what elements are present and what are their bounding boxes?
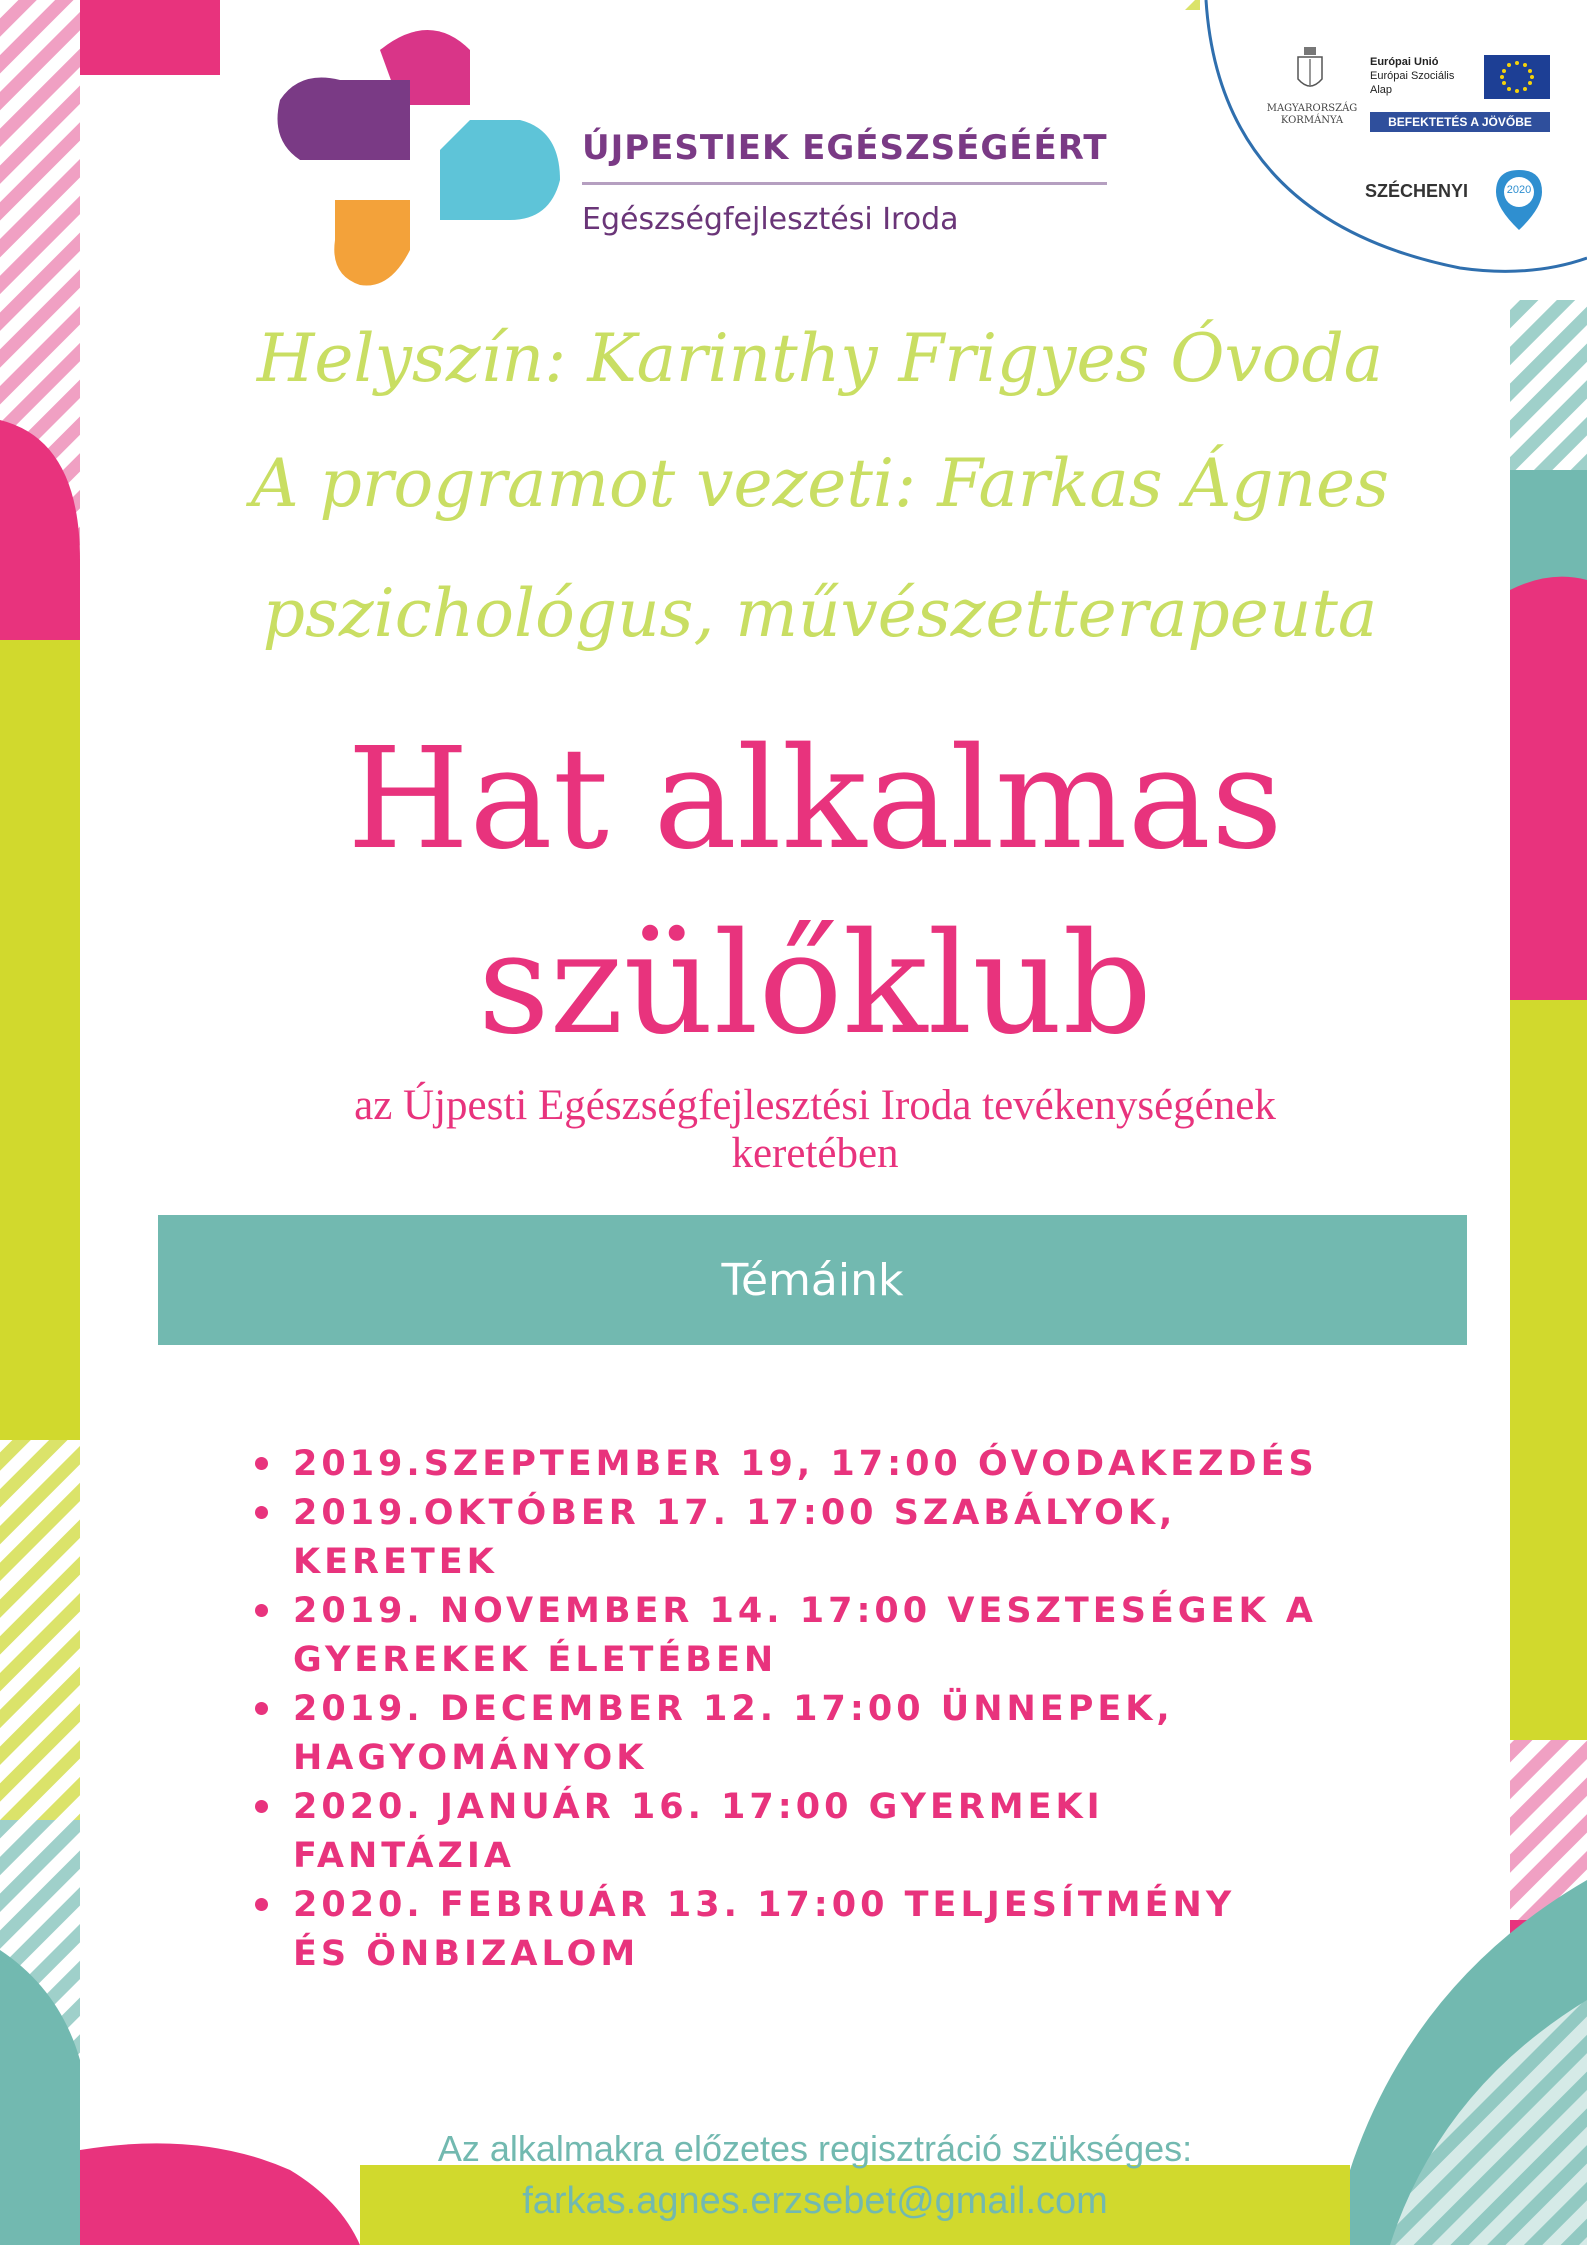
szechenyi-label: SZÉCHENYI xyxy=(1365,181,1469,201)
bullet-icon xyxy=(255,1457,268,1470)
ujpestiek-logo xyxy=(270,10,1130,295)
main-title-line-1: Hat alkalmas xyxy=(347,718,1283,881)
logo-subtitle: Egészségfejlesztési Iroda xyxy=(582,202,959,237)
eu-flag-icon xyxy=(1484,55,1550,99)
bullet-icon xyxy=(255,1604,268,1617)
topics-list xyxy=(255,1440,1415,1979)
bullet-icon xyxy=(255,1506,268,1519)
leader-line-2: pszichológus, művészetterapeuta xyxy=(262,575,1378,652)
leader-line-1: A programot vezeti: Farkas Ágnes xyxy=(251,445,1389,522)
topic-item: 2019. DECEMBER 12. 17:00 ÜNNEPEK, HAGYOMÁNYOK xyxy=(255,1685,1415,1783)
eu-line-3: Alap xyxy=(1370,84,1393,96)
eu-line-1: Európai Unió xyxy=(1370,56,1439,68)
main-title-line-2: szülőklub xyxy=(477,903,1153,1066)
topic-item: 2020. FEBRUÁR 13. 17:00 TELJESÍTMÉNY ÉS ÖNBIZALOM xyxy=(255,1881,1415,1979)
topics-heading: Témáink xyxy=(721,1254,904,1306)
topic-item: 2020. JANUÁR 16. 17:00 GYERMEKI FANTÁZIA xyxy=(255,1783,1415,1881)
topic-item: 2019.OKTÓBER 17. 17:00 SZABÁLYOK, KERETEK xyxy=(255,1489,1415,1587)
partner-logos xyxy=(1200,0,1587,300)
szechenyi-year: 2020 xyxy=(1506,184,1532,196)
health-cross-logo-icon xyxy=(270,10,570,295)
location-line: Helyszín: Karinthy Frigyes Óvoda xyxy=(256,320,1384,397)
topics-heading-bar xyxy=(158,1215,1467,1345)
logo-title: ÚJPESTIEK EGÉSZSÉGÉÉRT xyxy=(582,128,1108,168)
contact-email[interactable]: farkas.agnes.erzsebet@gmail.com xyxy=(522,2180,1108,2222)
hungary-coat-of-arms-icon xyxy=(1295,45,1325,95)
bullet-icon xyxy=(255,1898,268,1911)
bullet-icon xyxy=(255,1702,268,1715)
hungary-line-1: MAGYARORSZÁG xyxy=(1266,103,1358,114)
logo-divider xyxy=(582,182,1107,185)
topic-item: 2019.SZEPTEMBER 19, 17:00 ÓVODAKEZDÉS xyxy=(255,1440,1415,1489)
szechenyi-pin-icon xyxy=(1494,168,1544,232)
bullet-icon xyxy=(255,1800,268,1813)
subtitle-line-1: az Újpesti Egészségfejlesztési Iroda tevékenységének xyxy=(354,1082,1276,1129)
hungary-line-2: KORMÁNYA xyxy=(1280,115,1344,126)
partner-circle-frame xyxy=(1200,0,1587,300)
registration-note: Az alkalmakra előzetes regisztráció szükséges: xyxy=(437,2128,1193,2169)
investment-badge: BEFEKTETÉS A JÖVŐBE xyxy=(1370,112,1550,132)
topic-item: 2019. NOVEMBER 14. 17:00 VESZTESÉGEK A GYEREKEK ÉLETÉBEN xyxy=(255,1587,1415,1685)
subtitle-line-2: keretében xyxy=(731,1130,899,1177)
eu-line-2: Európai Szociális xyxy=(1370,70,1455,82)
